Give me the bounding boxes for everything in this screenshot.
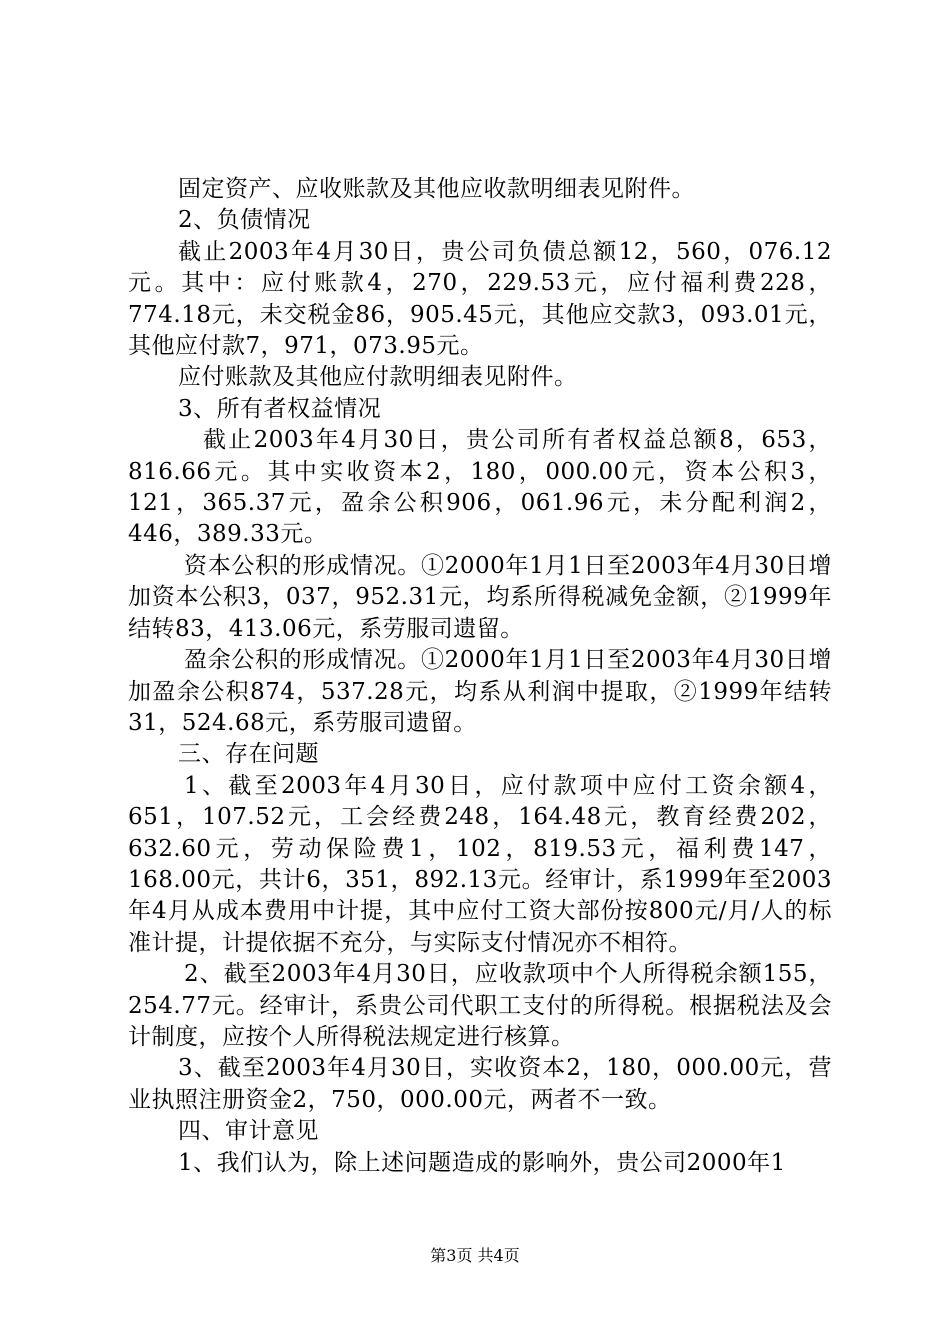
paragraph-problem-3: 3、截至2003年4月30日，实收资本2，180，000.00元，营业执照注册资金2，750，000.00元，两者不一致。 bbox=[128, 1055, 832, 1113]
paragraph-problem-1: 1、截至2003年4月30日，应付款项中应付工资余额4，651，107.52元，工会经费248，164.48元，教育经费202，632.60元，劳动保险费1，102，819.53元，福利费147，168.00元，共计6，351，892.13元。经审计，系1999年至2003年4月从成本费用中计提，其中应付工资大部份按800元/月/人的标准计提，计提依据不充分，与实际支付情况亦不相符。 bbox=[128, 772, 832, 956]
paragraph-surplus-reserve: 盈余公积的形成情况。①2000年1月1日至2003年4月30日增加盈余公积874，537.28元，均系从利润中提取，②1999年结转31，524.68元，系劳服司遗留。 bbox=[128, 647, 832, 736]
paragraph-fixed-assets-note: 固定资产、应收账款及其他应收款明细表见附件。 bbox=[178, 176, 695, 202]
page-footer: 第3页 共4页 bbox=[430, 1246, 520, 1265]
paragraph-payables-note: 应付账款及其他应付款明细表见附件。 bbox=[178, 364, 578, 391]
heading-liabilities: 2、负债情况 bbox=[178, 207, 311, 234]
document-body bbox=[128, 174, 832, 1179]
paragraph-capital-reserve: 资本公积的形成情况。①2000年1月1日至2003年4月30日增加资本公积3，037，952.31元，均系所得税减免金额，②1999年结转83，413.06元，系劳服司遗留。 bbox=[128, 552, 832, 642]
heading-existing-problems: 三、存在问题 bbox=[178, 741, 319, 768]
paragraph-liabilities: 截止2003年4月30日，贵公司负债总额12，560，076.12元。其中：应付账款4，270，229.53元，应付福利费228，774.18元，未交税金86，905.45元，其他应交款3，093.01元，其他应付款7，971，073.95元。 bbox=[128, 238, 832, 360]
heading-audit-opinion: 四、审计意见 bbox=[178, 1118, 319, 1145]
paragraph-problem-2: 2、截至2003年4月30日，应收款项中个人所得税余额155，254.77元。经审计，系贵公司代职工支付的所得税。根据税法及会计制度，应按个人所得税法规定进行核算。 bbox=[128, 961, 832, 1050]
heading-owners-equity: 3、所有者权益情况 bbox=[178, 395, 382, 422]
paragraph-audit-opinion-1: 1、我们认为，除上述问题造成的影响外，贵公司2000年1 bbox=[178, 1149, 786, 1176]
paragraph-owners-equity: 截止2003年4月30日，贵公司所有者权益总额8，653，816.66元。其中实收资本2，180，000.00元，资本公积3，121，365.37元，盈余公积906，061.96元，未分配利润2，446，389.33元。 bbox=[128, 427, 832, 548]
